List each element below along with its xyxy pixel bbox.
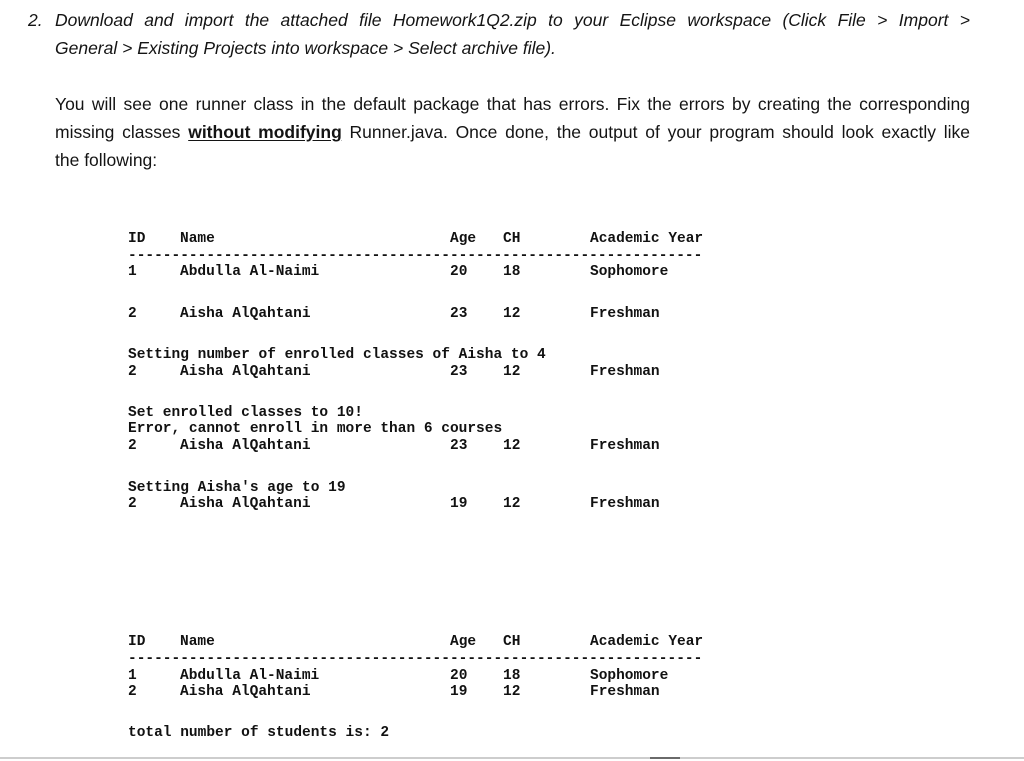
student-id: 2 [128, 496, 137, 512]
student-age: 23 [450, 306, 468, 322]
student-name: Aisha AlQahtani [180, 364, 311, 380]
column-header-id: ID [128, 634, 146, 650]
student-row [0, 496, 1024, 512]
column-header-name: Name [180, 231, 215, 247]
column-header-id: ID [128, 231, 146, 247]
student-id: 2 [128, 364, 137, 380]
student-id: 1 [128, 264, 137, 280]
question-intro-line-2: General > Existing Projects into workspace > Select archive file). [55, 38, 556, 58]
table-header-row [0, 231, 1024, 247]
question-number: 2. [28, 10, 43, 30]
table-divider: ------------------------------------------------------------------ [128, 248, 703, 264]
question-intro-line-1: Download and import the attached file Homework1Q2.zip to your Eclipse workspace (Click File > Import > [55, 10, 970, 30]
column-header-ch: CH [503, 634, 521, 650]
student-id: 2 [128, 684, 137, 700]
student-ch: 18 [503, 264, 521, 280]
student-row [0, 684, 1024, 700]
student-ch: 12 [503, 364, 521, 380]
student-academic-year: Freshman [590, 438, 660, 454]
student-academic-year: Sophomore [590, 668, 669, 684]
student-name: Aisha AlQahtani [180, 496, 311, 512]
student-ch: 12 [503, 496, 521, 512]
student-row [0, 668, 1024, 684]
student-id: 2 [128, 438, 137, 454]
student-row [0, 364, 1024, 380]
student-age: 23 [450, 364, 468, 380]
student-name: Aisha AlQahtani [180, 306, 311, 322]
student-academic-year: Freshman [590, 684, 660, 700]
student-row [0, 264, 1024, 280]
student-name: Aisha AlQahtani [180, 684, 311, 700]
output-message: Set enrolled classes to 10! [128, 405, 363, 421]
student-age: 23 [450, 438, 468, 454]
student-academic-year: Freshman [590, 364, 660, 380]
student-row [0, 438, 1024, 454]
student-ch: 12 [503, 684, 521, 700]
page-edge-mark [650, 757, 680, 759]
student-academic-year: Freshman [590, 306, 660, 322]
student-age: 20 [450, 264, 468, 280]
student-id: 2 [128, 306, 137, 322]
student-academic-year: Sophomore [590, 264, 669, 280]
output-message: Setting Aisha's age to 19 [128, 480, 346, 496]
table-divider: ------------------------------------------------------------------ [128, 651, 703, 667]
student-name: Abdulla Al-Naimi [180, 264, 320, 280]
instructions-line-3: the following: [55, 150, 158, 170]
column-header-ch: CH [503, 231, 521, 247]
student-age: 19 [450, 496, 468, 512]
student-age: 20 [450, 668, 468, 684]
student-ch: 18 [503, 668, 521, 684]
student-id: 1 [128, 668, 137, 684]
instructions-line-2 [55, 121, 970, 143]
output-message: Setting number of enrolled classes of Aisha to 4 [128, 347, 546, 363]
column-header-academic-year: Academic Year [590, 231, 704, 247]
instructions-line-2-start: missing classes [55, 122, 189, 142]
column-header-name: Name [180, 634, 215, 650]
column-header-age: Age [450, 634, 477, 650]
student-name: Abdulla Al-Naimi [180, 668, 320, 684]
student-ch: 12 [503, 306, 521, 322]
student-name: Aisha AlQahtani [180, 438, 311, 454]
total-students-line: total number of students is: 2 [128, 725, 390, 741]
student-academic-year: Freshman [590, 496, 660, 512]
emphasis-without-modifying: without modifying [188, 122, 342, 142]
instructions-line-1: You will see one runner class in the default package that has errors. Fix the errors by creating the corresponding [55, 94, 970, 114]
student-ch: 12 [503, 438, 521, 454]
column-header-academic-year: Academic Year [590, 634, 704, 650]
page-bottom-edge [0, 757, 1024, 759]
column-header-age: Age [450, 231, 477, 247]
table-header-row [0, 634, 1024, 650]
output-error-message: Error, cannot enroll in more than 6 courses [128, 421, 503, 437]
student-age: 19 [450, 684, 468, 700]
instructions-line-2-end: Runner.java. Once done, the output of your program should look exactly like [341, 122, 970, 142]
student-row [0, 306, 1024, 322]
